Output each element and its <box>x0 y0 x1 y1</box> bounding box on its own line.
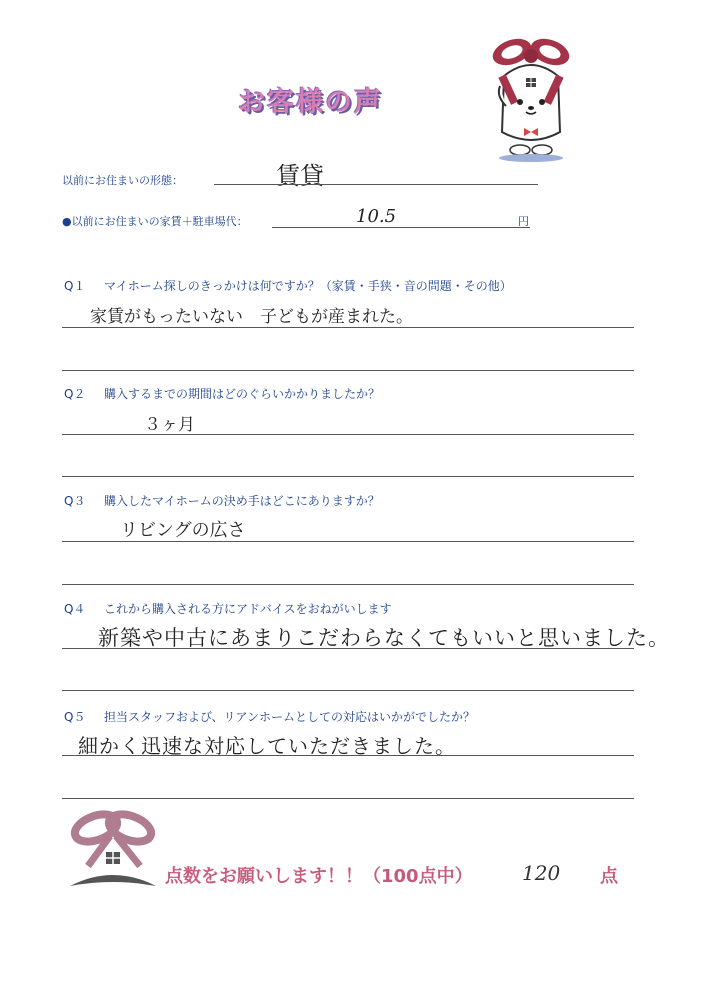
score-unit: 点 <box>600 866 618 887</box>
ribbon-house-logo-icon <box>68 806 158 896</box>
page-title: お客様の声 <box>238 87 383 118</box>
answer-line <box>62 370 634 371</box>
answer-1: 家賃がもったいない 子どもが産まれた。 <box>90 307 413 327</box>
question-3 <box>64 492 380 509</box>
question-number: Q４ <box>64 602 86 616</box>
answer-line <box>62 541 634 542</box>
answer-4: 新築や中古にあまりこだわらなくてもいいと思いました。 <box>98 626 670 650</box>
question-text: 購入したマイホームの決め手はどこにありますか？ <box>104 494 380 508</box>
answer-line <box>62 648 634 649</box>
residence-type-underline <box>214 184 538 185</box>
answer-line <box>62 690 634 691</box>
answer-line <box>62 327 634 328</box>
question-text: これから購入される方にアドバイスをおねがいします <box>104 602 392 616</box>
answer-line <box>62 755 634 756</box>
question-1 <box>64 277 512 294</box>
score-value: 120 <box>522 861 561 885</box>
rent-unit: 円 <box>518 215 529 228</box>
answer-line <box>62 476 634 477</box>
answer-3: リビングの広さ <box>120 520 246 541</box>
question-text: 担当スタッフおよび、リアンホームとしての対応はいかがでしたか？ <box>104 710 476 724</box>
question-text: マイホーム探しのきっかけは何ですか？（家賃・手狭・音の問題・その他） <box>104 279 512 293</box>
residence-type-label: 以前にお住まいの形態： <box>62 174 183 187</box>
question-text: 購入するまでの期間はどのぐらいかかりましたか？ <box>104 387 381 401</box>
question-number: Q５ <box>64 710 86 724</box>
question-number: Q１ <box>64 279 86 293</box>
rent-underline <box>272 227 530 228</box>
rent-label: ●以前にお住まいの家賃＋駐車場代： <box>62 215 248 228</box>
question-number: Q３ <box>64 494 86 508</box>
rent-value: 10.5 <box>356 206 397 227</box>
question-number: Q２ <box>64 387 86 401</box>
mascot-icon <box>486 36 576 164</box>
answer-5: 細かく迅速な対応していただきました。 <box>78 734 456 758</box>
score-prompt: 点数をお願いします！！（100点中） <box>165 866 473 887</box>
answer-line <box>62 798 634 799</box>
residence-type-value: 賃貸 <box>276 162 324 190</box>
answer-line <box>62 584 634 585</box>
question-4 <box>64 600 392 617</box>
question-2 <box>64 385 380 402</box>
answer-2: ３ヶ月 <box>144 415 195 435</box>
answer-line <box>62 434 634 435</box>
question-5 <box>64 708 475 725</box>
